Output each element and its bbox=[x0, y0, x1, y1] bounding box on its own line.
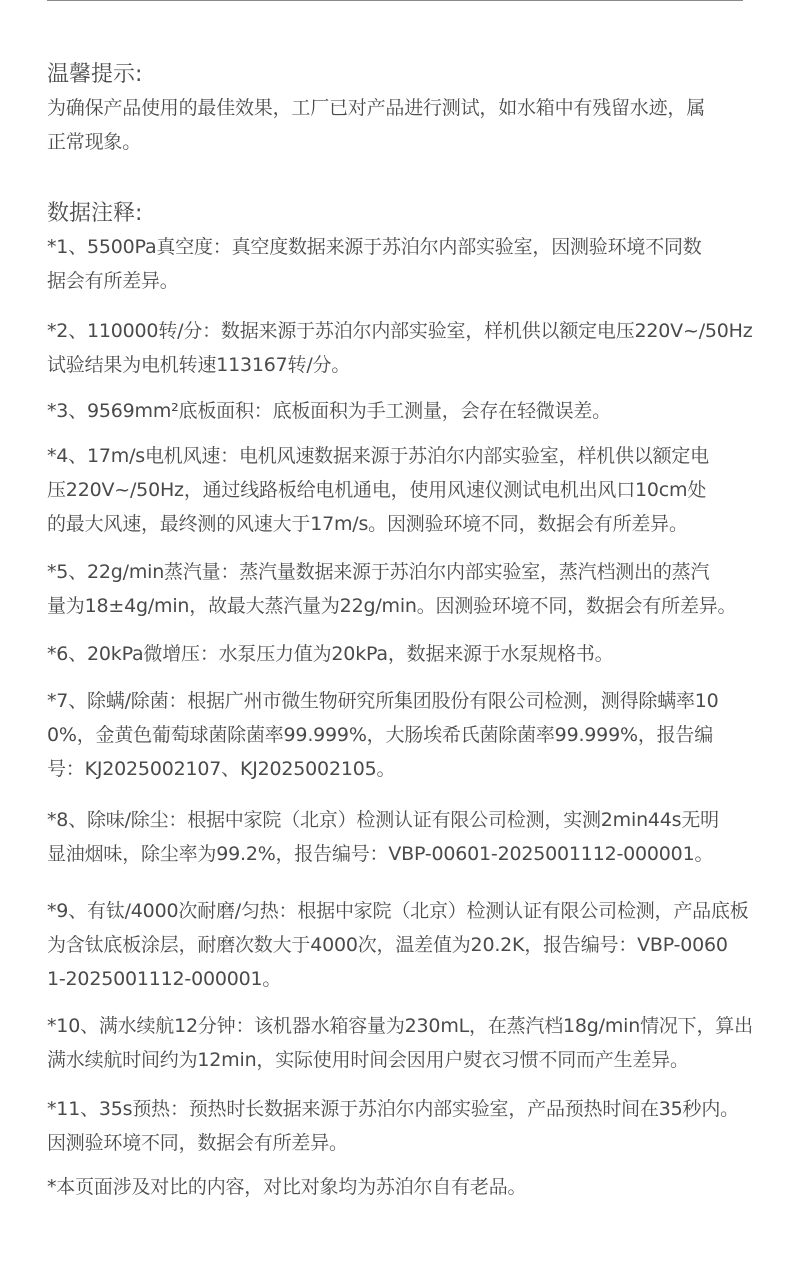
note-line: *11、35s预热：预热时长数据来源于苏泊尔内部实验室，产品预热时间在35秒内。 bbox=[47, 1098, 739, 1120]
top-divider bbox=[47, 0, 743, 1]
note-item-3 bbox=[47, 394, 777, 428]
note-item-7 bbox=[47, 684, 777, 786]
note-line: 满水续航时间约为12min，实际使用时间会因用户熨衣习惯不同而产生差异。 bbox=[47, 1049, 689, 1071]
note-line: 的最大风速，最终测的风速大于17m/s。因测验环境不同，数据会有所差异。 bbox=[47, 513, 688, 535]
tip-line: 正常现象。 bbox=[47, 131, 142, 153]
note-line: 据会有所差异。 bbox=[47, 270, 179, 292]
note-item-9 bbox=[47, 894, 777, 996]
note-line: 号：KJ2025002107、KJ2025002105。 bbox=[47, 758, 396, 780]
note-line: 量为18±4g/min，故最大蒸汽量为22g/min。因测验环境不同，数据会有所差异。 bbox=[47, 595, 737, 617]
note-item-1 bbox=[47, 230, 777, 298]
note-line: *1、5500Pa真空度：真空度数据来源于苏泊尔内部实验室，因测验环境不同数 bbox=[47, 236, 702, 258]
note-line: *本页面涉及对比的内容，对比对象均为苏泊尔自有老品。 bbox=[47, 1176, 527, 1198]
note-item-4 bbox=[47, 439, 777, 541]
note-line: 因测验环境不同，数据会有所差异。 bbox=[47, 1132, 348, 1154]
note-line: 试验结果为电机转速113167转/分。 bbox=[47, 354, 351, 376]
note-line: 0%，金黄色葡萄球菌除菌率99.999%，大肠埃希氏菌除菌率99.999%，报告编 bbox=[47, 724, 714, 746]
note-footnote bbox=[47, 1170, 777, 1204]
tip-text bbox=[47, 91, 777, 159]
note-line: *2、110000转/分：数据来源于苏泊尔内部实验室，样机供以额定电压220V~/50Hz bbox=[47, 320, 753, 342]
note-line: *3、9569mm²底板面积：底板面积为手工测量，会存在轻微误差。 bbox=[47, 400, 611, 422]
note-line: *4、17m/s电机风速：电机风速数据来源于苏泊尔内部实验室，样机供以额定电 bbox=[47, 445, 709, 467]
note-item-5 bbox=[47, 555, 777, 623]
note-item-6 bbox=[47, 637, 777, 671]
note-item-10 bbox=[47, 1009, 777, 1077]
note-line: *5、22g/min蒸汽量：蒸汽量数据来源于苏泊尔内部实验室，蒸汽档测出的蒸汽 bbox=[47, 561, 710, 583]
note-line: 压220V~/50Hz，通过线路板给电机通电，使用风速仪测试电机出风口10cm处 bbox=[47, 479, 707, 501]
note-line: *9、有钛/4000次耐磨/匀热：根据中家院（北京）检测认证有限公司检测，产品底板 bbox=[47, 900, 749, 922]
note-line: 显油烟味，除尘率为99.2%，报告编号：VBP-00601-2025001112-000001。 bbox=[47, 843, 714, 865]
note-line: *6、20kPa微增压：水泵压力值为20kPa，数据来源于水泵规格书。 bbox=[47, 643, 614, 665]
notes-heading: 数据注释: bbox=[47, 201, 143, 226]
tip-line: 为确保产品使用的最佳效果，工厂已对产品进行测试，如水箱中有残留水迹，属 bbox=[47, 97, 706, 119]
note-item-11 bbox=[47, 1092, 777, 1160]
note-line: *8、除味/除尘：根据中家院（北京）检测认证有限公司检测，实测2min44s无明 bbox=[47, 809, 719, 831]
note-line: 1-2025001112-000001。 bbox=[47, 968, 282, 990]
note-item-2 bbox=[47, 314, 777, 382]
note-line: *7、除螨/除菌：根据广州市微生物研究所集团股份有限公司检测，测得除螨率10 bbox=[47, 690, 719, 712]
tip-heading: 温馨提示: bbox=[47, 62, 143, 87]
note-line: *10、满水续航12分钟：该机器水箱容量为230mL，在蒸汽档18g/min情况下，算出 bbox=[47, 1015, 753, 1037]
note-item-8 bbox=[47, 803, 777, 871]
note-line: 为含钛底板涂层，耐磨次数大于4000次，温差值为20.2K，报告编号：VBP-0060 bbox=[47, 934, 728, 956]
